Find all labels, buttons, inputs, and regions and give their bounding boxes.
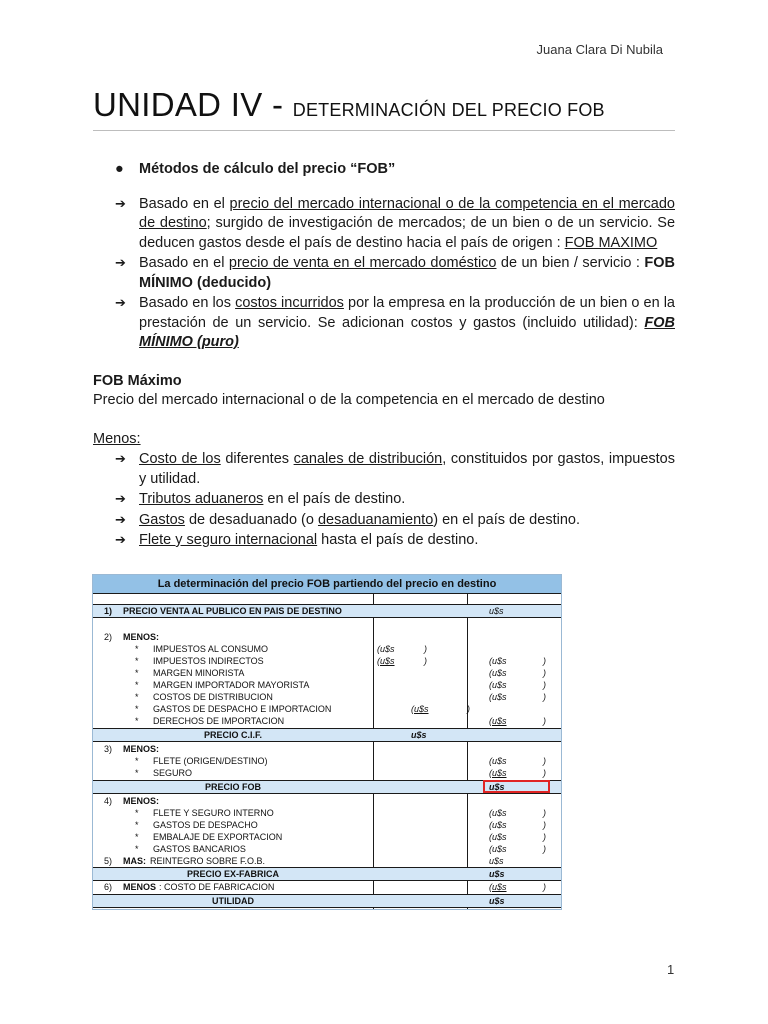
- table-row: 2) MENOS:: [104, 632, 159, 642]
- table-row: * MARGEN MINORISTA (u$s ): [135, 668, 546, 678]
- method-item: ➔ Basado en los costos incurridos por la empresa en la producción de un bien o en la prestación de un servicio. Se adicionan costos y gastos (incluido utilidad): FOB MÍNIMO (puro): [115, 295, 675, 350]
- table-row: * FLETE Y SEGURO INTERNO (u$s ): [135, 808, 546, 818]
- table-row: * GASTOS DE DESPACHO (u$s ): [135, 820, 546, 830]
- arrow-icon: ➔: [115, 295, 126, 310]
- table-row: PRECIO C.I.F. u$s: [203, 730, 427, 740]
- arrow-icon: ➔: [115, 451, 126, 466]
- arrow-icon: ➔: [115, 511, 126, 527]
- table-row: * FLETE (ORIGEN/DESTINO) (u$s ): [135, 756, 546, 766]
- arrow-icon: ➔: [115, 491, 126, 506]
- methods-heading: ● Métodos de cálculo del precio “FOB”: [115, 161, 396, 177]
- menos-list: [115, 449, 675, 551]
- menos-item: ➔ Costo de los diferentes canales de distribución, constituidos por gastos, impuestos y utilidad.: [115, 451, 675, 487]
- page-title: UNIDAD IV - DETERMINACIÓN DEL PRECIO FOB: [93, 86, 675, 131]
- fob-max-title: FOB Máximo: [93, 372, 182, 389]
- arrow-icon: ➔: [115, 532, 126, 547]
- table-row: * DERECHOS DE IMPORTACION (u$s ): [135, 716, 546, 726]
- table-row: 1) PRECIO VENTA AL PUBLICO EN PAIS DE DESTINO u$s: [104, 606, 504, 616]
- table-row: * GASTOS DE DESPACHO E IMPORTACION (u$s ): [135, 704, 470, 714]
- table-row: * COSTOS DE DISTRIBUCION (u$s ): [135, 692, 546, 702]
- table-row: * EMBALAJE DE EXPORTACION (u$s ): [135, 832, 546, 842]
- table-row: PRECIO EX-FABRICA u$s: [186, 869, 505, 879]
- arrow-icon: ➔: [115, 195, 126, 211]
- table-row: * IMPUESTOS AL CONSUMO (u$s ): [135, 644, 427, 654]
- table-title: La determinación del precio FOB partiendo del precio en destino: [93, 575, 561, 594]
- table-row: 3) MENOS:: [104, 744, 159, 754]
- table-row: 4) MENOS:: [104, 796, 159, 806]
- menos-label: Menos:: [93, 430, 141, 447]
- fob-max-desc: Precio del mercado internacional o de la competencia en el mercado de destino: [93, 392, 605, 408]
- menos-item: ➔ Flete y seguro internacional hasta el país de destino.: [115, 532, 479, 548]
- document-body: [93, 160, 675, 551]
- methods-list: [115, 194, 675, 353]
- page-number: 1: [667, 962, 675, 977]
- menos-item: ➔ Tributos aduaneros en el país de destino.: [115, 491, 406, 507]
- method-item: ➔ Basado en el precio de venta en el mercado doméstico de un bien / servicio : FOB MÍNIMO (deducido): [115, 255, 675, 291]
- table-row: * IMPUESTOS INDIRECTOS (u$s ) (u$s ): [135, 656, 546, 666]
- menos-item: ➔ Gastos de desaduanado (o desaduanamiento) en el país de destino.: [115, 511, 580, 528]
- table-row: 5) MAS: REINTEGRO SOBRE F.O.B. u$s: [104, 856, 504, 866]
- table-row: 6) MENOS : COSTO DE FABRICACION (u$s ): [104, 882, 546, 892]
- fob-determination-table: [92, 574, 562, 910]
- table-row: * SEGURO (u$s ): [135, 768, 546, 778]
- table-row: UTILIDAD u$s: [212, 896, 505, 906]
- author-name: Juana Clara Di Nubila: [536, 42, 663, 57]
- table-row: * GASTOS BANCARIOS (u$s ): [135, 844, 546, 854]
- method-item: ➔ Basado en el precio del mercado internacional o de la competencia en el mercado de destino; surgido de investigación de mercados; de un bien o de un servicio. Se deducen gastos desde el país de destino hacia el país de origen : FOB MAXIMO: [115, 195, 676, 251]
- table-row: * MARGEN IMPORTADOR MAYORISTA (u$s ): [135, 680, 546, 690]
- table-row: PRECIO FOB u$s: [204, 782, 505, 792]
- arrow-icon: ➔: [115, 255, 126, 270]
